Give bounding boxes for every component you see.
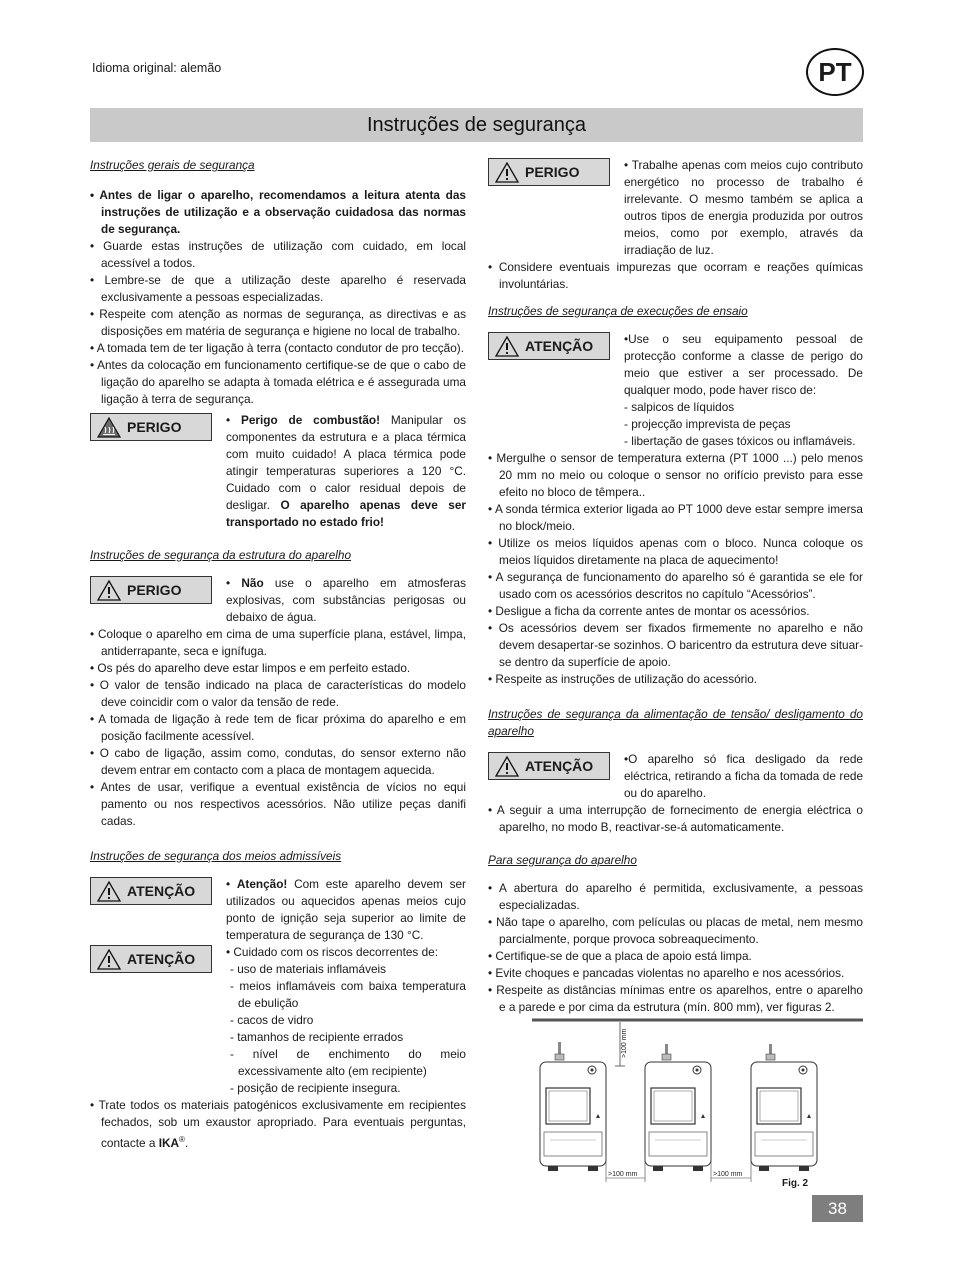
list-item: • A sonda térmica exterior ligada ao PT 1000 deve estar sempre imersa no block/meio. <box>488 502 863 533</box>
pathogenic-text: • Trate todos os materiais patogénicos exclusivamente em recipientes fechados, sob um exaustor apropriado. Para eventuais perguntas, contacte a <box>90 1098 466 1150</box>
atmosphere-text: use o aparelho em atmosferas explosivas, com substâncias perigosas ou debaixo de água. <box>226 576 466 624</box>
risk-item: - libertação de gases tóxicos ou inflamáveis. <box>624 434 856 448</box>
list-item: • A tomada de ligação à rede tem de ficar próxima do aparelho e em posição facilmente acessível. <box>90 712 466 743</box>
list-item: • Os acessórios devem ser fixados firmemente no aparelho e não devem desapertar-se sozinhos. O baricentro da estrutura deve situar-se dentro da superfície de apoio. <box>488 621 863 669</box>
page-number: 38 <box>812 1195 863 1222</box>
risk-item: - uso de materiais inflamáveis <box>230 962 387 976</box>
atencao-label: ATENÇÃO <box>525 337 594 354</box>
perigo-label-box <box>488 158 610 186</box>
warning-triangle-icon <box>495 162 519 183</box>
list-item: • Guarde estas instruções de utilização com cuidado, em local acessível a todos. <box>90 239 466 270</box>
list-item-pathogenic <box>90 1097 466 1152</box>
perigo-energy-warning <box>488 157 863 259</box>
page-title: Instruções de segurança <box>90 108 863 142</box>
figure-2-spacing-diagram <box>530 1014 865 1194</box>
perigo-label: PERIGO <box>525 163 580 180</box>
dimension-label-right: >100 mm <box>713 1171 743 1178</box>
energy-text: • Trabalhe apenas com meios cujo contributo energético no processo de trabalho é irrelevante. O mesmo também se aplica a outros tipos de energia produzida por outros meios, como por exemplo, através da irradiação de luz. <box>624 158 863 257</box>
atencao-ppe-text <box>624 331 863 450</box>
atencao-label: ATENÇÃO <box>127 950 196 967</box>
perigo-label-box <box>90 413 212 441</box>
atencao-ppe-warning <box>488 331 863 450</box>
bullet-mark: • <box>226 413 241 427</box>
perigo-energy-text <box>624 157 863 259</box>
perigo-burn-text <box>226 412 466 531</box>
atencao-risks-warning <box>90 944 466 1097</box>
brand-name: IKA <box>158 1135 180 1150</box>
list-item: • Desligue a ficha da corrente antes de montar os acessórios. <box>488 604 810 618</box>
bullet-mark: • <box>226 576 242 590</box>
nao-bold: Não <box>241 576 264 590</box>
atencao-label: ATENÇÃO <box>525 757 594 774</box>
atencao-risks-text <box>226 944 466 1097</box>
warning-triangle-icon <box>97 881 121 902</box>
device-middle <box>645 1044 711 1171</box>
warning-triangle-icon <box>495 756 519 777</box>
perigo-label-box <box>90 576 212 604</box>
burn-warning-bold: Perigo de combustão! <box>240 413 381 427</box>
risk-item: - cacos de vidro <box>230 1013 314 1027</box>
list-item: • A tomada tem de ter ligação à terra (contacto condutor de pro tecção). <box>90 341 464 355</box>
section-heading-power: Instruções de segurança da alimentação de tensão/ desligamento do aparelho <box>488 707 863 738</box>
list-item: • O valor de tensão indicado na placa de características do modelo deve coincidir com o valor da tensão de rede. <box>90 678 466 709</box>
risk-item: - nível de enchimento do meio excessivamente alto (em recipiente) <box>230 1047 466 1078</box>
perigo-label: PERIGO <box>127 418 182 435</box>
warning-triangle-icon <box>97 580 121 601</box>
risk-item: - tamanhos de recipiente errados <box>230 1030 404 1044</box>
perigo-label: PERIGO <box>127 581 182 598</box>
list-item: • Respeite as distâncias mínimas entre os aparelhos, entre o aparelho e a parede e por cima da estrutura (mín. 800 mm), ver figuras 2. <box>488 983 863 1014</box>
period: . <box>184 1135 189 1150</box>
list-item: • Evite choques e pancadas violentas no aparelho e nos acessórios. <box>488 966 845 980</box>
list-item: • Não tape o aparelho, com películas ou placas de metal, nem mesmo parcialmente, porque provoca sobreaquecimento. <box>488 915 863 946</box>
registered-mark: ® <box>179 1135 185 1144</box>
list-item: • Respeite as instruções de utilização do acessório. <box>488 672 758 686</box>
list-item: • A abertura do aparelho é permitida, exclusivamente, a pessoas especializadas. <box>488 881 863 912</box>
dimension-label-top: >100 mm <box>621 1028 628 1058</box>
risk-item: - meios inflamáveis com baixa temperatura de ebulição <box>230 979 466 1010</box>
list-item: • Certifique-se de que a placa de apoio está limpa. <box>488 949 752 963</box>
atencao-label-box <box>488 332 610 360</box>
list-item: • Os pés do aparelho deve estar limpos e em perfeito estado. <box>90 661 411 675</box>
risk-item: - projecção imprevista de peças <box>624 417 791 431</box>
perigo-atmosphere-text <box>226 575 466 626</box>
atencao-power-warning <box>488 751 863 802</box>
atencao-label-box <box>90 877 212 905</box>
section-heading-device: Para segurança do aparelho <box>488 853 637 867</box>
list-item: • A segurança de funcionamento do aparelho só é garantida se ele for usado com os acessórios descritos no capítulo “Acessórios”. <box>488 570 863 601</box>
section-heading-general: Instruções gerais de segurança <box>90 158 255 172</box>
atencao-label-box <box>488 752 610 780</box>
risk-item: - salpicos de líquidos <box>624 400 735 414</box>
risks-intro: • Cuidado com os riscos decorrentes de: <box>226 945 438 959</box>
atencao-ignition-warning <box>90 876 466 944</box>
warning-triangle-icon <box>97 949 121 970</box>
list-item: • Mergulhe o sensor de temperatura externa (PT 1000 ...) pelo menos 20 mm no meio ou coloque o sensor no orifício previsto para esse efeito no bloco de têmpera.. <box>488 451 863 499</box>
figure-caption: Fig. 2 <box>782 1178 809 1189</box>
device-left <box>540 1042 606 1171</box>
hot-surface-icon <box>97 417 121 438</box>
section-heading-structure: Instruções de segurança da estrutura do aparelho <box>90 548 352 562</box>
original-language-note: Idioma original: alemão <box>92 61 222 75</box>
perigo-burn-warning <box>90 412 466 531</box>
right-column <box>488 157 863 1016</box>
risk-item: - posição de recipiente insegura. <box>230 1081 401 1095</box>
burn-warning-text: Manipular os componentes da estrutura e a placa térmica com muito cuidado! A placa térmica pode atingir temperaturas superiores a 120 °C. Cuidado com o calor residual depois de desligar. <box>226 413 466 512</box>
section-heading-media: Instruções de segurança dos meios admissíveis <box>90 849 342 863</box>
ignition-text: Com este aparelho devem ser utilizados ou aquecidos apenas meios cujo ponto de ignição seja superior ao limite de temperatura de segurança de 130 °C. <box>226 877 466 942</box>
bullet-mark: • <box>226 877 237 891</box>
atencao-power-text <box>624 751 863 802</box>
list-item: • Antes da colocação em funcionamento certifique-se de que o cabo de ligação do aparelho se adapta à tomada elétrica e é assegurada uma ligação à terra de segurança. <box>90 358 466 406</box>
ppe-intro: •Use o seu equipamento pessoal de protecção conforme a classe de perigo do meio que estiver a ser processado. De qualquer modo, pode haver risco de: <box>624 332 863 397</box>
general-bold-bullet: • Antes de ligar o aparelho, recomendamos a leitura atenta das instruções de utilização e a observação cuidadosa das normas de segurança. <box>90 188 466 236</box>
atencao-label: ATENÇÃO <box>127 882 196 899</box>
atencao-label-box <box>90 945 212 973</box>
list-item: • Antes de usar, verifique a eventual existência de vícios no equi pamento ou nos respectivos acessórios. Não utilize peças danifi cadas. <box>90 780 466 828</box>
list-item: • Coloque o aparelho em cima de uma superfície plana, estável, limpa, antiderrapante, seca e ignífuga. <box>90 627 466 658</box>
section-heading-tests: Instruções de segurança de execuções de ensaio <box>488 304 748 318</box>
list-item: • O cabo de ligação, assim como, condutas, do sensor externo não devem entrar em contacto com a placa de montagem aquecida. <box>90 746 466 777</box>
warning-triangle-icon <box>495 336 519 357</box>
atencao-bold: Atenção! <box>236 877 288 891</box>
list-item: • Lembre-se de que a utilização deste aparelho é reservada exclusivamente a pessoas especializadas. <box>90 273 466 304</box>
list-item: • A seguir a uma interrupção de fornecimento de energia eléctrica o aparelho, no modo B, reactivar-se-á automaticamente. <box>488 803 863 834</box>
left-column <box>90 157 466 1152</box>
language-badge: PT <box>806 48 864 96</box>
perigo-atmosphere-warning <box>90 575 466 626</box>
transport-cold-bold: O aparelho apenas deve ser transportado no estado frio! <box>226 498 466 529</box>
device-right <box>751 1044 817 1171</box>
list-item: • Respeite com atenção as normas de segurança, as directivas e as disposições em matéria de segurança e higiene no local de trabalho. <box>90 307 466 338</box>
list-item: • Utilize os meios líquidos apenas com o bloco. Nunca coloque os meios líquidos diretamente na placa de aquecimento! <box>488 536 863 567</box>
power-text: •O aparelho só fica desligado da rede eléctrica, retirando a ficha da tomada de rede ou do aparelho. <box>624 752 863 800</box>
dimension-label-left: >100 mm <box>608 1171 638 1178</box>
atencao-ignition-text <box>226 876 466 944</box>
list-item: • Considere eventuais impurezas que ocorram e reações químicas involuntárias. <box>488 260 863 291</box>
